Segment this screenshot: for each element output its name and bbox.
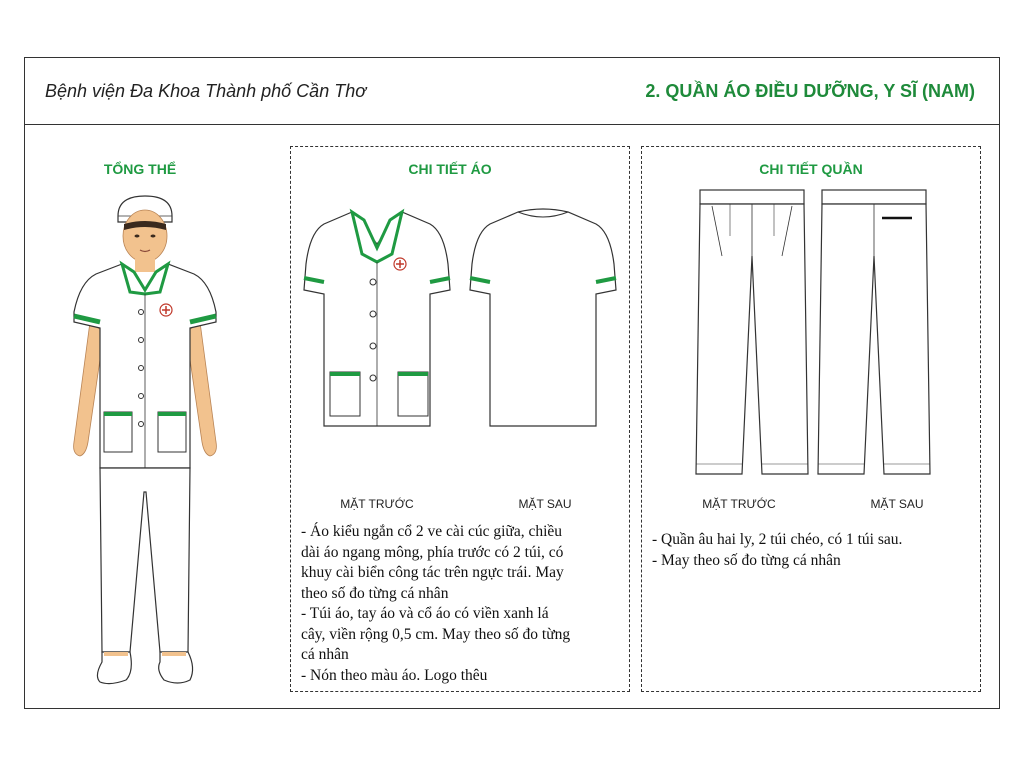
pants-front-drawing xyxy=(694,186,810,482)
shirt-desc-line: theo số đo từng cá nhân xyxy=(301,584,449,602)
shirt-desc-line: - Túi áo, tay áo và cổ áo có viền xanh lá xyxy=(301,605,549,622)
pants-description xyxy=(652,530,972,571)
shirt-desc-line: - Nón theo màu áo. Logo thêu xyxy=(301,666,488,684)
hospital-name: Bệnh viện Đa Khoa Thành phố Cần Thơ xyxy=(45,81,367,101)
pants-back-label: MẶT SAU xyxy=(870,497,924,511)
shirt-title: CHI TIẾT ÁO xyxy=(408,161,492,177)
shirt-description xyxy=(301,522,621,686)
shirt-desc-line: dài áo ngang mông, phía trước có 2 túi, có xyxy=(301,543,564,561)
sheet-title: 2. QUẦN ÁO ĐIỀU DƯỠNG, Y SĨ (NAM) xyxy=(645,81,975,101)
shirt-front-drawing xyxy=(302,204,452,436)
shirt-desc-line: cây, viền rộng 0,5 cm. May theo số đo từng xyxy=(301,625,571,643)
overall-title: TỔNG THỂ xyxy=(103,161,177,177)
shirt-desc-line: cá nhân xyxy=(301,646,349,663)
shirt-back-drawing xyxy=(468,204,618,436)
shirt-front-label: MẶT TRƯỚC xyxy=(340,497,414,511)
shirt-back-label: MẶT SAU xyxy=(518,497,572,511)
pants-title: CHI TIẾT QUẦN xyxy=(759,161,863,177)
pants-desc-line: - Quần âu hai ly, 2 túi chéo, có 1 túi sau. xyxy=(652,531,903,548)
sheet-header xyxy=(25,58,999,125)
pants-front-label: MẶT TRƯỚC xyxy=(702,497,776,511)
uniform-figure-illustration xyxy=(60,192,230,692)
pants-back-drawing xyxy=(816,186,932,482)
shirt-desc-line: - Áo kiểu ngắn cổ 2 ve cài cúc giữa, chiều xyxy=(301,523,563,540)
shirt-desc-line: khuy cài biển công tác trên ngực trái. May xyxy=(301,564,564,581)
pants-desc-line: - May theo số đo từng cá nhân xyxy=(652,551,841,569)
